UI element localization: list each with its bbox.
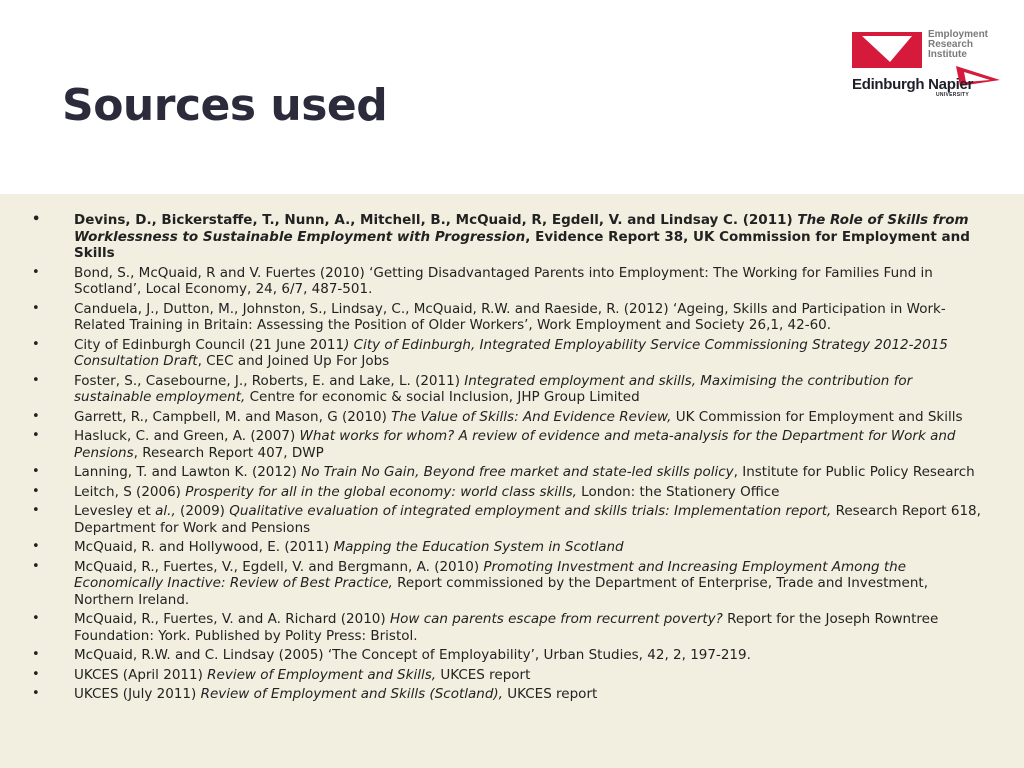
reference-text: Hasluck, C. and Green, A. (2007) xyxy=(74,428,300,444)
reference-text: Report commissioned by the Department of Enterprise, Trade and Investment, Northern Ireland. xyxy=(74,575,929,608)
reference-item xyxy=(32,337,992,370)
reference-title: How can parents escape from recurrent poverty? xyxy=(389,611,723,627)
reference-text: Levesley et xyxy=(74,503,156,519)
reference-item xyxy=(32,559,992,609)
reference-title: Qualitative evaluation of integrated employment and skills trials: Implementation report, xyxy=(229,503,832,519)
bullet-icon: • xyxy=(32,336,40,352)
reference-text: Foster, S., Casebourne, J., Roberts, E. and Lake, L. (2011) xyxy=(74,372,465,389)
reference-text: Bond, S., McQuaid, R and V. Fuertes (2010) ‘Getting Disadvantaged Parents into Employment: The Working for Families Fund in Scotland’, Local Economy, 24, 6/7, 487-501. xyxy=(74,264,933,297)
reference-text: , Research Report 407, DWP xyxy=(133,444,324,461)
reference-text: , CEC and Joined Up For Jobs xyxy=(197,353,390,369)
slide-header xyxy=(0,0,1024,194)
bullet-icon: • xyxy=(32,483,40,499)
reference-text: Garrett, R., Campbell, M. and Mason, G (2010) xyxy=(74,408,392,425)
bullet-icon: • xyxy=(32,372,40,388)
reference-title: Review of Employment and Skills (Scotland), xyxy=(200,686,503,702)
bullet-icon: • xyxy=(32,686,40,701)
bullet-icon: • xyxy=(32,539,40,554)
reference-item xyxy=(32,539,992,556)
reference-text: Devins, D., Bickerstaffe, T., Nunn, A., Mitchell, B., McQuaid, R, Egdell, V. and Lindsay C. (2011) xyxy=(74,212,798,228)
reference-item xyxy=(32,611,992,644)
reference-title: Promoting Investment and Increasing Employment Among the Economically Inactive: Review of Best Practice, xyxy=(74,558,907,591)
reference-title: The Value of Skills: And Evidence Review, xyxy=(391,408,672,425)
bullet-icon: • xyxy=(32,558,40,574)
reference-title: ) City of Edinburgh, Integrated Employability Service Commissioning Strategy 2012-2015 Consultation Draft xyxy=(74,336,948,369)
reference-text: UKCES (July 2011) xyxy=(74,686,201,702)
reference-item xyxy=(32,647,992,664)
reference-text: Research Report 618, Department for Work and Pensions xyxy=(74,503,981,536)
reference-title: Review of Employment and Skills, xyxy=(207,666,437,683)
bullet-icon: • xyxy=(32,611,40,626)
reference-text: McQuaid, R., Fuertes, V. and A. Richard (2010) xyxy=(74,611,390,627)
bullet-icon: • xyxy=(32,464,40,479)
reference-item xyxy=(32,373,992,406)
reference-item xyxy=(32,667,992,684)
reference-text: Lanning, T. and Lawton K. (2012) xyxy=(74,464,302,480)
reference-text: Leitch, S (2006) xyxy=(74,483,186,500)
reference-text: City of Edinburgh Council (21 June 2011 xyxy=(74,336,345,353)
reference-text: Centre for economic & social Inclusion, JHP Group Limited xyxy=(245,389,640,405)
reference-title: Integrated employment and skills, Maximising the contribution for sustainable employment, xyxy=(74,372,913,405)
bullet-icon: • xyxy=(32,264,40,280)
reference-text: , Evidence Report 38, UK Commission for Employment and Skills xyxy=(74,228,970,261)
reference-title: al., xyxy=(155,503,176,519)
reference-item xyxy=(32,484,992,501)
reference-item xyxy=(32,464,992,481)
bullet-icon: • xyxy=(32,503,40,518)
reference-text: McQuaid, R. and Hollywood, E. (2011) xyxy=(74,539,334,555)
bullet-icon: • xyxy=(32,666,40,682)
reference-text: McQuaid, R., Fuertes, V., Egdell, V. and Bergmann, A. (2010) xyxy=(74,558,484,575)
reference-item xyxy=(32,428,992,461)
reference-title: Mapping the Education System in Scotland xyxy=(333,539,624,555)
reference-item xyxy=(32,301,992,334)
bullet-icon: • xyxy=(32,428,40,443)
reference-text: UKCES report xyxy=(436,666,531,683)
reference-title: What works for whom? A review of evidence and meta-analysis for the Department for Work and Pensions xyxy=(74,428,956,461)
reference-item xyxy=(32,503,992,536)
reference-text: UKCES report xyxy=(502,686,598,702)
reference-text: UKCES (April 2011) xyxy=(74,666,208,683)
bullet-icon: • xyxy=(32,647,40,662)
page-title: Sources used xyxy=(62,80,388,131)
bullet-icon: • xyxy=(32,212,41,227)
reference-text: McQuaid, R.W. and C. Lindsay (2005) ‘The Concept of Employability’, Urban Studies, 42, 2, 197-219. xyxy=(74,647,751,663)
bullet-icon: • xyxy=(32,300,40,316)
reference-title: The Role of Skills from Worklessness to Sustainable Employment with Progression xyxy=(74,212,969,245)
reference-text: UK Commission for Employment and Skills xyxy=(671,408,963,425)
reference-text: Report for the Joseph Rowntree Foundation: York. Published by Polity Press: Bristol. xyxy=(74,611,939,644)
reference-item xyxy=(32,686,992,703)
content-area xyxy=(0,194,1024,768)
reference-text: London: the Stationery Office xyxy=(576,483,780,500)
bullet-icon: • xyxy=(32,408,40,424)
reference-item xyxy=(32,265,992,298)
logo-institute-text: Employment Research Institute xyxy=(928,29,989,60)
reference-text: , Institute for Public Policy Research xyxy=(733,464,975,480)
reference-item xyxy=(32,409,992,426)
reference-title: No Train No Gain, Beyond free market and state-led skills policy xyxy=(301,464,734,480)
reference-text: (2009) xyxy=(175,503,230,519)
reference-list xyxy=(32,212,992,706)
reference-item xyxy=(32,212,992,262)
reference-title: Prosperity for all in the global economy: world class skills, xyxy=(185,483,577,500)
reference-text: Canduela, J., Dutton, M., Johnston, S., Lindsay, C., McQuaid, R.W. and Raeside, R. (2012) ‘Ageing, Skills and Participation in Work-Related Training in Britain: Assessing the Position of Older Workers’, Work Employment and Society 26,1, 42-60. xyxy=(74,300,946,333)
logo-university-name: Edinburgh Napier xyxy=(852,76,974,93)
institution-logo xyxy=(850,28,1010,104)
logo-university-word: UNIVERSITY xyxy=(936,92,970,98)
